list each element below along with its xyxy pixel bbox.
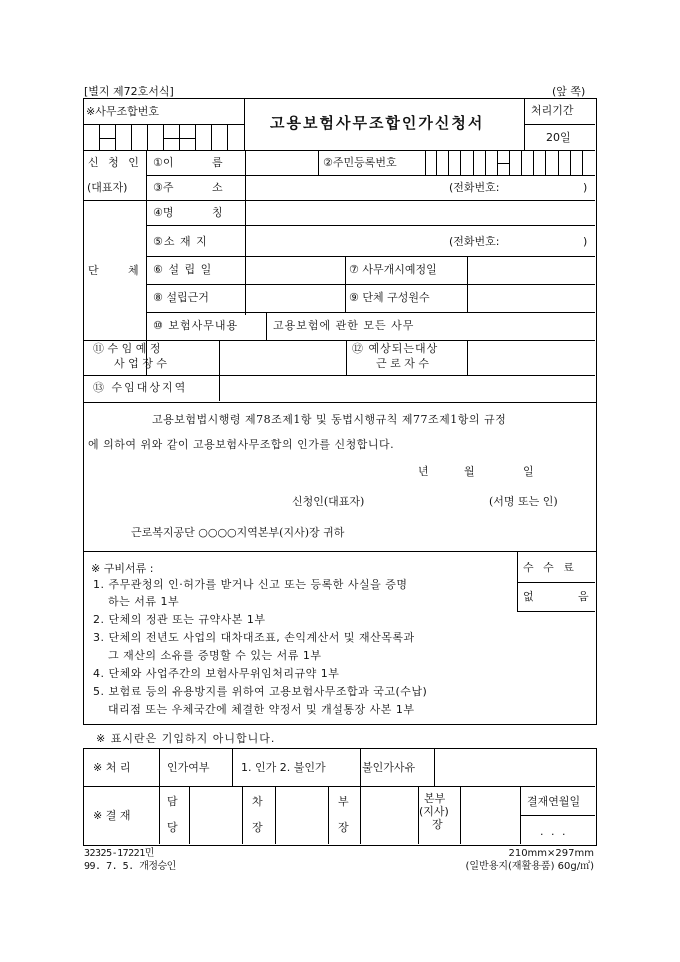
- document-item: 4. 단체와 사업주간의 보험사무위임처리규약 1부: [93, 667, 340, 680]
- workers-label: ⑫ 예상되는대상: [352, 342, 439, 355]
- union-number-boxes[interactable]: [84, 125, 244, 150]
- divider: [244, 98, 245, 150]
- basis-field[interactable]: [246, 285, 345, 312]
- date-month: 월: [464, 465, 475, 478]
- reject-reason-label: 불인가사유: [362, 761, 416, 774]
- members-label: ⑨ 단체 구성원수: [349, 291, 430, 304]
- deputy-label: 차: [252, 795, 263, 808]
- fee-value: 없: [523, 590, 534, 603]
- start-date-field[interactable]: [468, 257, 595, 284]
- start-date-label: ⑦ 사무개시예정일: [349, 263, 437, 276]
- digit-box[interactable]: [116, 125, 132, 150]
- reject-reason-field[interactable]: [435, 749, 595, 786]
- union-number-label: ※사무조합번호: [86, 105, 159, 118]
- hq-head-label: 본부: [424, 792, 446, 805]
- applicant-group-label: 신 청 인: [88, 156, 142, 169]
- digit-box[interactable]: [212, 125, 228, 150]
- declaration-line-2: 에 의하여 위와 같이 고용보험사무조합의 인가를 신청합니다.: [88, 438, 395, 451]
- staff-label: 담: [167, 795, 178, 808]
- divider: [328, 786, 329, 844]
- staff-label-2: 당: [167, 821, 178, 834]
- approval-date-note: 99. 7. 5. 개정승인: [84, 861, 176, 872]
- divider: [517, 551, 518, 611]
- org-phone-label: (전화번호:: [449, 235, 500, 248]
- org-name-label-end: 칭: [212, 206, 223, 219]
- dept-head-sign-field[interactable]: [361, 787, 418, 844]
- approval-date-label: 결재연월일: [527, 795, 581, 808]
- workers-field[interactable]: [468, 341, 595, 375]
- org-name-label: ④명: [153, 206, 174, 219]
- hq-head-label-3: 장: [432, 818, 443, 831]
- name-label-end: 름: [212, 156, 223, 169]
- processing-label: ※ 처 리: [93, 761, 131, 774]
- document-item: 대리점 또는 우체국간에 체결한 약정서 및 개설통장 사본 1부: [108, 703, 415, 716]
- digit-box[interactable]: [228, 125, 244, 150]
- form-title: 고용보험사무조합인가신청서: [270, 114, 485, 132]
- fee-value-end: 음: [578, 590, 589, 603]
- dash-box: [498, 150, 510, 175]
- organization-group-label-end: 체: [128, 264, 139, 277]
- org-name-field[interactable]: [246, 201, 595, 225]
- divider: [524, 124, 595, 125]
- document-item: 1. 주무관청의 인·허가를 받거나 신고 또는 등록한 사실을 증명: [93, 578, 408, 591]
- date-year: 년: [418, 465, 429, 478]
- dept-head-label-2: 장: [338, 821, 349, 834]
- business-label: ⑩ 보험사무내용: [153, 319, 239, 332]
- approval-sign-label: ※ 결 재: [93, 809, 131, 822]
- dash-mark: [164, 138, 179, 139]
- name-label: ①이: [153, 156, 174, 169]
- document-item: 하는 서류 1부: [108, 595, 180, 608]
- workplaces-label: ⑪ 수 임 예 정: [93, 342, 161, 355]
- digit-box[interactable]: [148, 125, 164, 150]
- established-field[interactable]: [246, 257, 345, 284]
- divider: [242, 786, 243, 844]
- office-use-note: ※ 표시란은 기입하지 아니합니다.: [96, 732, 276, 745]
- deputy-sign-field[interactable]: [276, 787, 328, 844]
- declaration-line-1: 고용보험법시행령 제78조제1항 및 동법시행규칙 제77조제1항의 규정: [152, 413, 507, 426]
- digit-box[interactable]: [449, 150, 461, 175]
- date-day: 일: [523, 465, 534, 478]
- digit-box[interactable]: [425, 150, 437, 175]
- dash-box: [164, 125, 180, 150]
- hq-head-label-2: (지사): [419, 805, 449, 818]
- divider: [360, 748, 361, 786]
- rrn-label: ②주민등록번호: [323, 156, 397, 169]
- divider: [517, 582, 595, 583]
- digit-box[interactable]: [522, 150, 534, 175]
- divider: [159, 748, 160, 844]
- workplaces-field[interactable]: [220, 341, 346, 375]
- digit-box[interactable]: [510, 150, 522, 175]
- dash-mark: [180, 138, 195, 139]
- name-field[interactable]: [246, 151, 318, 175]
- members-field[interactable]: [468, 285, 595, 312]
- approval-date-field[interactable]: . . .: [540, 825, 568, 838]
- digit-box[interactable]: [461, 150, 473, 175]
- form-reference: [별지 제72호서식]: [84, 85, 174, 98]
- region-field[interactable]: [220, 376, 595, 401]
- paper-size: 210mm×297mm: [508, 848, 594, 859]
- address-label-end: 소: [212, 181, 223, 194]
- location-field[interactable]: [246, 226, 595, 256]
- divider: [232, 748, 233, 786]
- signature-field[interactable]: [390, 490, 490, 512]
- phone-label: (전화번호:: [449, 181, 500, 194]
- region-label: ⑬ 수임대상지역: [93, 381, 188, 394]
- location-label: ⑤소 재 지: [153, 235, 208, 248]
- divider: [318, 150, 319, 175]
- document-item: 3. 단체의 전년도 사업의 대차대조표, 손익계산서 및 재산목록과: [93, 631, 415, 644]
- digit-box[interactable]: [474, 150, 486, 175]
- established-label: ⑥ 설 립 일: [153, 263, 213, 276]
- organization-group-label: 단: [88, 264, 99, 277]
- address-label: ③주: [153, 181, 174, 194]
- approval-options[interactable]: 1. 인가 2. 불인가: [241, 761, 326, 774]
- staff-sign-field[interactable]: [190, 787, 242, 844]
- digit-box[interactable]: [84, 125, 100, 150]
- digit-box[interactable]: [196, 125, 212, 150]
- digit-box[interactable]: [571, 150, 583, 175]
- dash-mark: [100, 138, 115, 139]
- processing-period-label: 처리기간: [531, 104, 574, 117]
- resident-number-boxes[interactable]: [425, 150, 595, 175]
- processing-period-value: 20일: [546, 131, 571, 144]
- digit-box[interactable]: [559, 150, 571, 175]
- document-item: 그 재산의 소유를 증명할 수 있는 서류 1부: [108, 649, 322, 662]
- dept-head-label: 부: [338, 795, 349, 808]
- divider: [345, 256, 346, 312]
- page-side: (앞 쪽): [552, 85, 586, 98]
- digit-box[interactable]: [546, 150, 558, 175]
- divider: [346, 340, 347, 375]
- document-item: 5. 보험료 등의 유용방지를 위하여 고용보험사무조합과 국고(수납): [93, 685, 428, 698]
- basis-label: ⑧ 설립근거: [153, 291, 209, 304]
- hq-head-sign-field[interactable]: [461, 787, 520, 844]
- business-value: 고용보험에 관한 모든 사무: [273, 319, 415, 332]
- paper-spec: (일반용지(재활용품) 60g/㎡): [465, 861, 594, 872]
- divider: [517, 611, 595, 612]
- documents-title: ※ 구비서류 :: [91, 562, 154, 575]
- document-item: 2. 단체의 정관 또는 규약사본 1부: [93, 613, 266, 626]
- digit-box[interactable]: [486, 150, 498, 175]
- address-field[interactable]: [246, 176, 595, 200]
- divider: [266, 312, 267, 340]
- dash-mark: [498, 163, 509, 164]
- divider: [520, 815, 595, 816]
- form-code: 32325-17221민: [84, 848, 154, 859]
- deputy-label-2: 장: [252, 821, 263, 834]
- applicant-group-sublabel: (대표자): [87, 181, 128, 194]
- dash-box: [100, 125, 116, 150]
- divider: [146, 312, 595, 313]
- approval-label: 인가여부: [167, 761, 210, 774]
- applicant-signature-label: 신청인(대표자): [292, 495, 365, 508]
- digit-box[interactable]: [437, 150, 449, 175]
- digit-box[interactable]: [583, 150, 595, 175]
- phone-close: ): [583, 181, 588, 194]
- digit-box[interactable]: [132, 125, 148, 150]
- addressee: 근로복지공단 ○○○○지역본부(지사)장 귀하: [131, 526, 345, 539]
- digit-box[interactable]: [534, 150, 546, 175]
- workplaces-label-2: 사 업 장 수: [114, 357, 167, 370]
- workers-label-2: 근 로 자 수: [376, 357, 429, 370]
- dash-box: [180, 125, 196, 150]
- sign-or-seal: (서명 또는 인): [489, 495, 558, 508]
- fee-label: 수 수 료: [523, 561, 577, 574]
- org-phone-close: ): [583, 235, 588, 248]
